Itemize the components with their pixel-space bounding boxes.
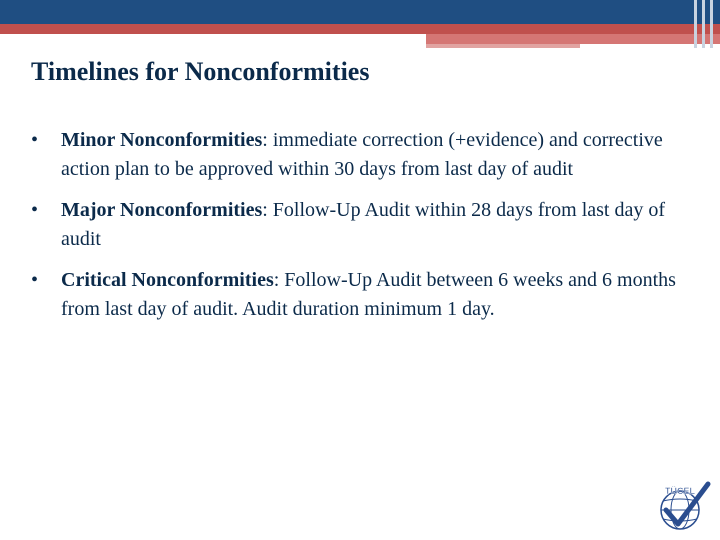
slide-title: Timelines for Nonconformities [31, 57, 370, 86]
bullet-item-critical [31, 266, 707, 324]
header-bar-blue [0, 0, 720, 24]
header-stripes [690, 0, 720, 48]
bullet-text: : Follow-Up Audit between 6 weeks and 6 months from last day of audit. Audit duration minimum 1 day. [61, 269, 676, 320]
bullet-term: Critical Nonconformities [61, 269, 274, 291]
bullet-text: : immediate correction (+evidence) and corrective action plan to be approved within 30 days from last day of audit [61, 129, 663, 180]
logo-wordmark: TÜCEL [665, 486, 695, 496]
bullet-term: Minor Nonconformities [61, 129, 263, 151]
bullet-term: Major Nonconformities [61, 199, 263, 221]
header-bar-red [0, 24, 720, 34]
header-accent-bar [426, 34, 720, 44]
bullet-text: : Follow-Up Audit within 28 days from last day of audit [61, 199, 666, 250]
bullet-item-minor [31, 126, 707, 184]
logo-graphic [652, 470, 712, 534]
bullet-marker: • [31, 199, 39, 221]
bullet-item-major [31, 196, 707, 254]
bullet-list [31, 126, 707, 336]
bullet-marker: • [31, 269, 39, 291]
globe-checkmark-logo [652, 470, 712, 534]
header-accent-line [426, 44, 580, 48]
bullet-marker: • [31, 129, 39, 151]
